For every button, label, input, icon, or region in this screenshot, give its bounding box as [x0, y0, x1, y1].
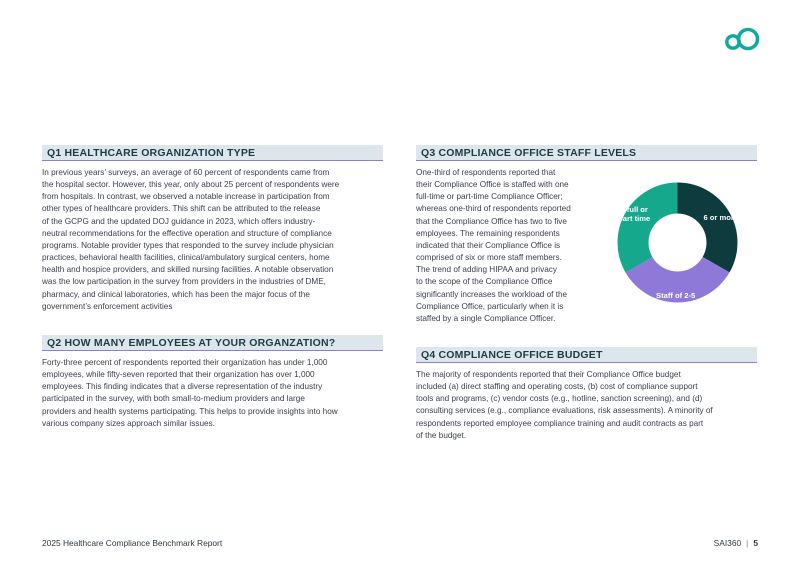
text-line: significantly increases the workload of the	[416, 289, 568, 299]
q2-heading: Q2 HOW MANY EMPLOYEES AT YOUR ORGANZATION?	[42, 335, 383, 351]
donut-slice-1-full-or-part-time	[618, 183, 678, 273]
text-line: staffed by a single Compliance Officer.	[416, 313, 556, 323]
text-line: respondents reported employee compliance training and audit contracts as part	[416, 418, 704, 428]
staff-levels-donut-chart	[610, 175, 745, 310]
text-line: One-third of respondents reported that	[416, 168, 556, 177]
text-line: employees. This finding indicates that a diverse representation of the industry	[42, 382, 323, 392]
donut-label	[656, 291, 696, 300]
text-line: from hospitals. In contrast, we observed a notable increase in participation from	[42, 192, 330, 202]
donut-slice-6-or-more	[678, 183, 738, 273]
text-line: the hospital sector. However, this year, only about 25 percent of respondents were	[42, 180, 340, 190]
q2-body	[42, 357, 387, 430]
text-line: full-time or part-time Compliance Officer;	[416, 192, 563, 202]
text-line: In previous years’ surveys, an average of 60 percent of respondents came from	[42, 168, 330, 177]
text-line: practices, behavioral health facilities, clinical/ambulatory surgical centers, home	[42, 253, 330, 263]
donut-label-line: part time	[618, 213, 651, 223]
text-line: government’s enforcement activities	[42, 301, 173, 311]
text-line: participated in the survey, with both small-to-medium providers and large	[42, 394, 305, 404]
sai360-logo-icon	[722, 26, 760, 52]
text-line: whereas one-third of respondents reported	[416, 204, 571, 214]
donut-label-line: 6 or more	[703, 213, 739, 223]
paragraph	[42, 167, 387, 313]
text-line: other types of healthcare providers. This shift can be attributed to the release	[42, 204, 321, 214]
text-line: programs. Notable provider types that responded to the survey include physician	[42, 240, 334, 250]
page-number: 5	[753, 538, 758, 548]
text-line: consulting services (e.g., compliance evaluations, risk assessments). A minority of	[416, 406, 713, 416]
text-line: The trend of adding HIPAA and privacy	[416, 265, 557, 275]
text-line: The majority of respondents reported that their Compliance Office budget	[416, 370, 681, 379]
text-line: that the Compliance Office has two to five	[416, 216, 567, 226]
paragraph	[416, 369, 761, 442]
paragraph	[416, 167, 606, 325]
paragraph	[42, 357, 387, 430]
footer-brand-name: SAI360	[713, 538, 742, 548]
q3-heading: Q3 COMPLIANCE OFFICE STAFF LEVELS	[416, 145, 757, 161]
text-line: neutral recommendations for the effective operation and structure of compliance	[42, 228, 332, 238]
footer-report-title: 2025 Healthcare Compliance Benchmark Report	[42, 538, 223, 548]
text-line: providers and health systems participating. This helps to provide insights into how	[42, 406, 338, 416]
text-line: employees, while fifty-seven reported that their organization has over 1,000	[42, 370, 315, 380]
q4-heading: Q4 COMPLIANCE OFFICE BUDGET	[416, 347, 757, 363]
donut-label	[703, 213, 738, 222]
text-line: to the scope of the Compliance Office	[416, 277, 553, 287]
q3-body	[416, 167, 606, 325]
footer-separator: |	[746, 538, 749, 548]
text-line: their Compliance Office is staffed with one	[416, 180, 569, 190]
donut-label	[618, 205, 650, 223]
text-line: comprised of six or more staff members.	[416, 253, 562, 263]
text-line: health and hospice providers, and skilled nursing facilities. A notable observation	[42, 265, 334, 275]
text-line: pharmacy, and clinical laboratories, which has been the major focus of the	[42, 289, 310, 299]
text-line: indicated that their Compliance Office is	[416, 240, 561, 250]
donut-label-line: Staff of 2-5	[656, 290, 696, 300]
text-line: Forty-three percent of respondents reported their organization has under 1,000	[42, 358, 328, 367]
text-line: included (a) direct staffing and operating costs, (b) cost of compliance support	[416, 382, 698, 392]
text-line: of the budget.	[416, 430, 467, 440]
text-line: various company sizes approach similar issues.	[42, 418, 215, 428]
text-line: was the low participation in the survey from providers in the industries of DME,	[42, 277, 326, 287]
text-line: of the GCPG and the updated DOJ guidance in 2023, which offers industry-	[42, 216, 316, 226]
q1-heading: Q1 HEALTHCARE ORGANIZATION TYPE	[42, 145, 383, 161]
text-line: tools and programs, (c) vendor costs (e.g., hotline, sanction screening), and (d)	[416, 394, 703, 404]
q1-body	[42, 167, 387, 313]
donut-label-line: 1 full or	[620, 204, 648, 214]
footer-brand	[714, 538, 758, 548]
q4-body	[416, 369, 761, 442]
text-line: employees. The remaining respondents	[416, 228, 560, 238]
text-line: Compliance Office, particularly when it is	[416, 301, 564, 311]
